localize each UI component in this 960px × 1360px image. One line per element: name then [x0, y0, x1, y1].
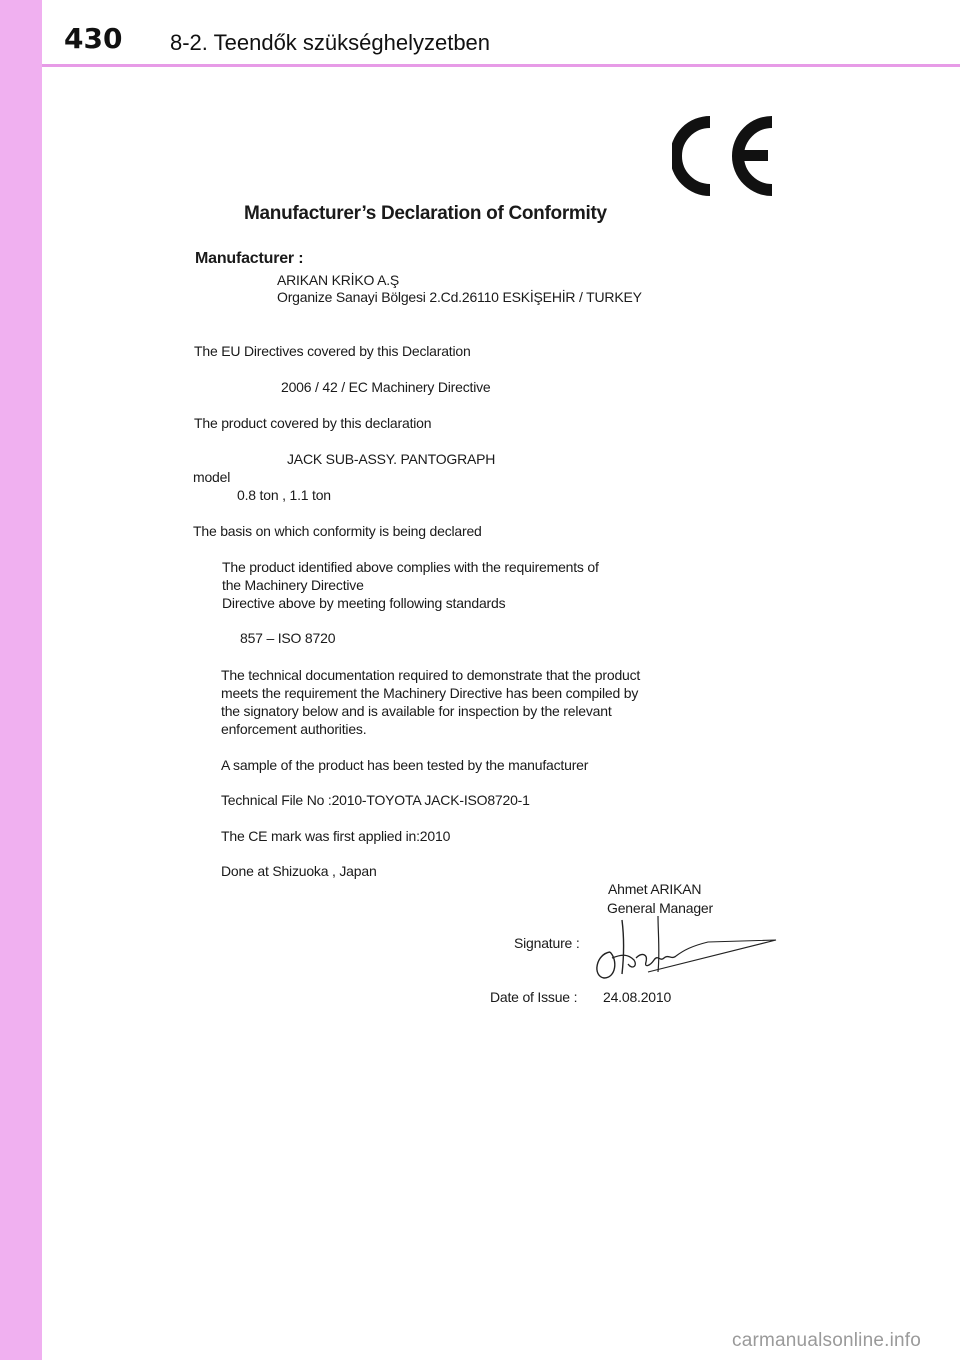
standard-text: 857 – ISO 8720: [240, 630, 336, 646]
product-name: JACK SUB-ASSY. PANTOGRAPH: [287, 451, 496, 467]
signatory-name: Ahmet ARIKAN: [608, 881, 702, 897]
directives-heading: The EU Directives covered by this Declaration: [194, 343, 471, 359]
date-label: Date of Issue :: [490, 989, 578, 1005]
basis-heading: The basis on which conformity is being declared: [193, 523, 482, 539]
tech-doc-line: the signatory below and is available for inspection by the relevant: [221, 703, 612, 719]
handwritten-signature: [588, 912, 784, 988]
model-label: model: [193, 469, 231, 485]
section-title: 8-2. Teendők szükséghelyzetben: [170, 30, 491, 55]
technical-file-line: Technical File No :2010-TOYOTA JACK-ISO8720-1: [221, 792, 530, 808]
manufacturer-address: Organize Sanayi Bölgesi 2.Cd.26110 ESKİŞEHİR / TURKEY: [277, 289, 642, 305]
tech-doc-line: enforcement authorities.: [221, 721, 367, 737]
done-at-line: Done at Shizuoka , Japan: [221, 863, 377, 879]
document-title: Manufacturer’s Declaration of Conformity: [244, 203, 607, 224]
side-tab-bar: [0, 0, 42, 1360]
model-values: 0.8 ton , 1.1 ton: [237, 487, 331, 503]
date-value: 24.08.2010: [603, 989, 672, 1005]
ce-mark-icon: [672, 116, 780, 196]
header-rule: [42, 64, 960, 67]
sample-line: A sample of the product has been tested by the manufacturer: [221, 757, 589, 773]
basis-line: the Machinery Directive: [222, 577, 364, 593]
ce-applied-line: The CE mark was first applied in:2010: [221, 828, 451, 844]
basis-line: Directive above by meeting following standards: [222, 595, 506, 611]
tech-doc-line: The technical documentation required to demonstrate that the product: [221, 667, 641, 683]
manufacturer-name: ARIKAN KRİKO A.Ş: [277, 272, 400, 288]
signatory-title: General Manager: [607, 900, 713, 916]
product-heading: The product covered by this declaration: [194, 415, 432, 431]
manufacturer-label: Manufacturer :: [195, 250, 304, 267]
tech-doc-line: meets the requirement the Machinery Directive has been compiled by: [221, 685, 639, 701]
page-number: 430: [64, 22, 123, 55]
directive-text: 2006 / 42 / EC Machinery Directive: [281, 379, 491, 395]
basis-line: The product identified above complies with the requirements of: [222, 559, 599, 575]
signature-label: Signature :: [514, 935, 580, 951]
watermark-logo: carmanualsonline.info: [732, 1330, 922, 1351]
